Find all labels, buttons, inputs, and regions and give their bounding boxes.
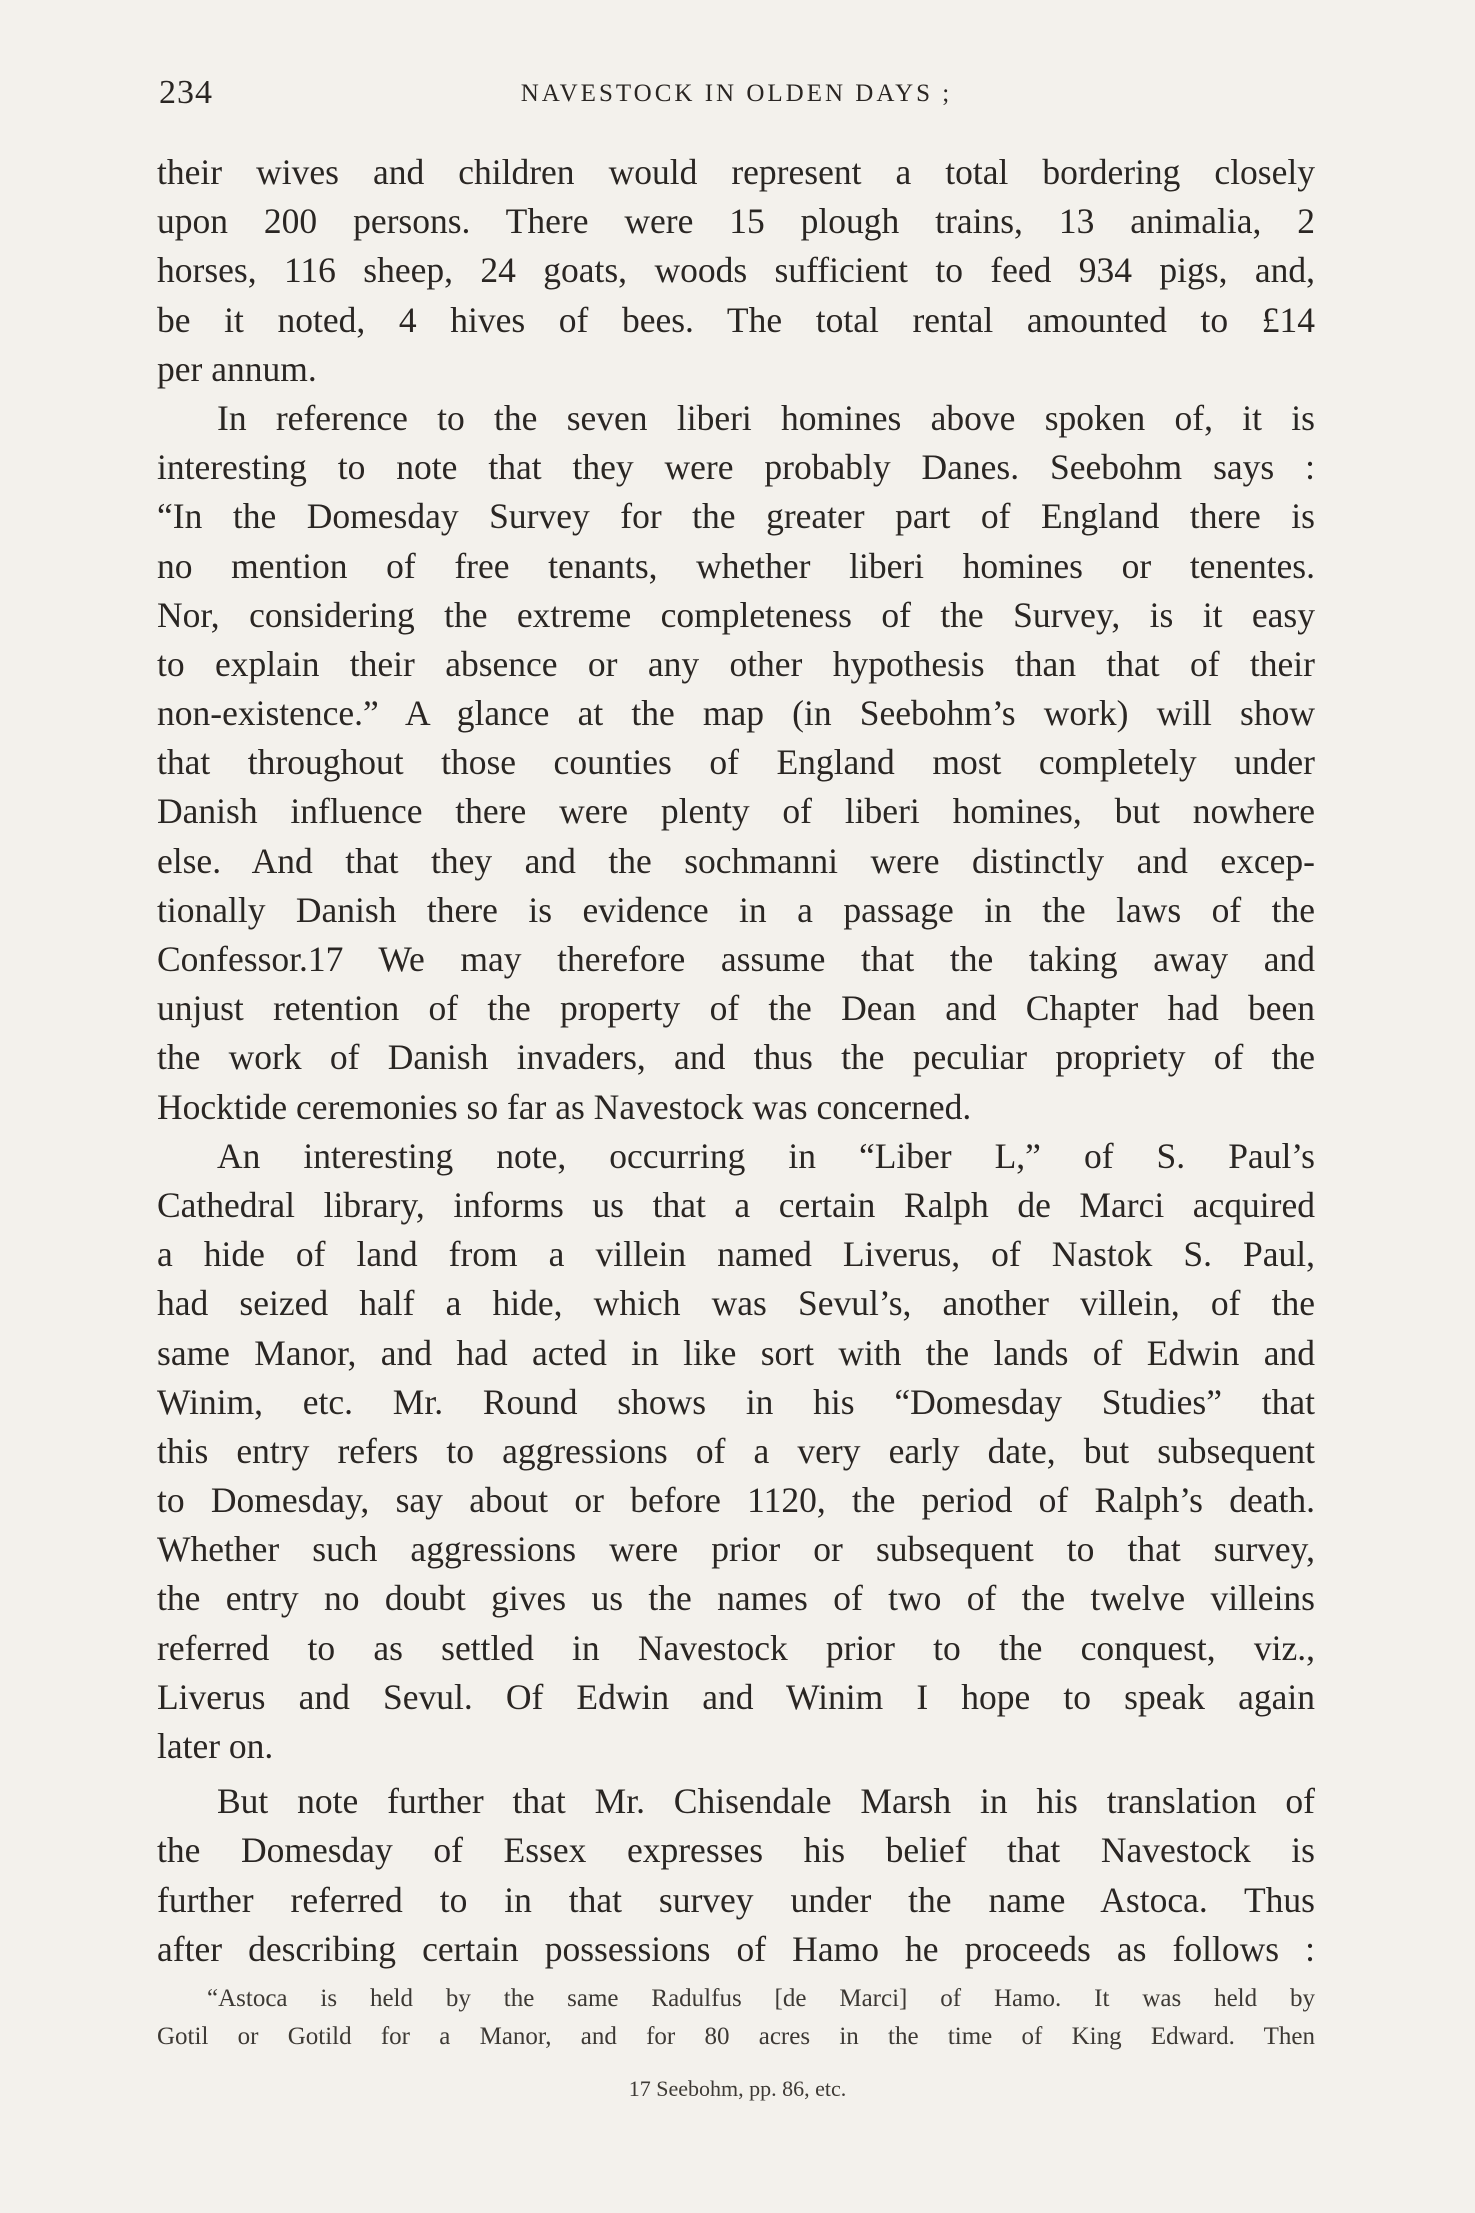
body-line: same Manor, and had acted in like sort with the lands of Edwin and	[157, 1332, 1315, 1373]
body-line: Cathedral library, informs us that a certain Ralph de Marci acquired	[157, 1184, 1315, 1225]
body-line: interesting to note that they were probably Danes. Seebohm says :	[157, 447, 1315, 488]
body-line: after describing certain possessions of Hamo he proceeds as follows :	[157, 1928, 1315, 1969]
body-line: Danish influence there were plenty of liberi homines, but nowhere	[157, 791, 1315, 832]
page-header	[159, 74, 1314, 118]
body-line: Whether such aggressions were prior or subsequent to that survey,	[157, 1529, 1315, 1570]
body-line: no mention of free tenants, whether liberi homines or tenentes.	[157, 545, 1315, 586]
body-line: be it noted, 4 hives of bees. The total rental amounted to £14	[157, 299, 1315, 340]
body-line: a hide of land from a villein named Liverus, of Nastok S. Paul,	[157, 1234, 1315, 1275]
body-line: non-existence.” A glance at the map (in Seebohm’s work) will show	[157, 693, 1315, 734]
body-line: this entry refers to aggressions of a very early date, but subsequent	[157, 1430, 1315, 1471]
body-line: In reference to the seven liberi homines above spoken of, it is	[217, 397, 1315, 438]
body-line: to Domesday, say about or before 1120, the period of Ralph’s death.	[157, 1480, 1315, 1521]
body-line: horses, 116 sheep, 24 goats, woods sufficient to feed 934 pigs, and,	[157, 250, 1315, 291]
body-line: later on.	[157, 1726, 274, 1766]
body-line: to explain their absence or any other hypothesis than that of their	[157, 643, 1315, 684]
running-title: NAVESTOCK IN OLDEN DAYS ;	[520, 80, 953, 107]
footnote: 17 Seebohm, pp. 86, etc.	[628, 2076, 847, 2101]
body-line: else. And that they and the sochmanni were distinctly and excep-	[157, 840, 1315, 881]
page-number: 234	[159, 74, 213, 111]
body-line: But note further that Mr. Chisendale Marsh in his translation of	[217, 1781, 1315, 1822]
body-line: the entry no doubt gives us the names of two of the twelve villeins	[157, 1578, 1315, 1619]
block-quote	[157, 1980, 1315, 2056]
quote-line: “Astoca is held by the same Radulfus [de Marci] of Hamo. It was held by	[207, 1985, 1315, 2012]
body-line: the work of Danish invaders, and thus the peculiar propriety of the	[157, 1037, 1315, 1078]
body-line: tionally Danish there is evidence in a passage in the laws of the	[157, 889, 1315, 930]
body-text	[157, 148, 1315, 1974]
body-line: Hocktide ceremonies so far as Navestock was concerned.	[157, 1086, 972, 1127]
body-line: Confessor.17 We may therefore assume that the taking away and	[157, 939, 1315, 979]
body-line: An interesting note, occurring in “Liber L,” of S. Paul’s	[217, 1135, 1315, 1176]
body-line: Nor, considering the extreme completeness of the Survey, is it easy	[157, 594, 1315, 635]
body-line: their wives and children would represent a total bordering closely	[157, 152, 1315, 192]
quote-line: Gotil or Gotild for a Manor, and for 80 acres in the time of King Edward. Then	[157, 2023, 1315, 2050]
body-line: Winim, etc. Mr. Round shows in his “Domesday Studies” that	[157, 1381, 1315, 1422]
body-line: per annum.	[157, 348, 317, 389]
body-line: the Domesday of Essex expresses his belief that Navestock is	[157, 1830, 1315, 1871]
body-line: upon 200 persons. There were 15 plough trains, 13 animalia, 2	[157, 201, 1315, 242]
body-line: “In the Domesday Survey for the greater part of England there is	[157, 496, 1315, 537]
body-line: unjust retention of the property of the Dean and Chapter had been	[157, 988, 1315, 1029]
body-line: Liverus and Sevul. Of Edwin and Winim I hope to speak again	[157, 1676, 1315, 1717]
body-line: referred to as settled in Navestock prior to the conquest, viz.,	[157, 1627, 1315, 1668]
body-line: that throughout those counties of England most completely under	[157, 742, 1315, 783]
body-line: had seized half a hide, which was Sevul’s, another villein, of the	[157, 1283, 1315, 1324]
body-line: further referred to in that survey under the name Astoca. Thus	[157, 1879, 1315, 1920]
